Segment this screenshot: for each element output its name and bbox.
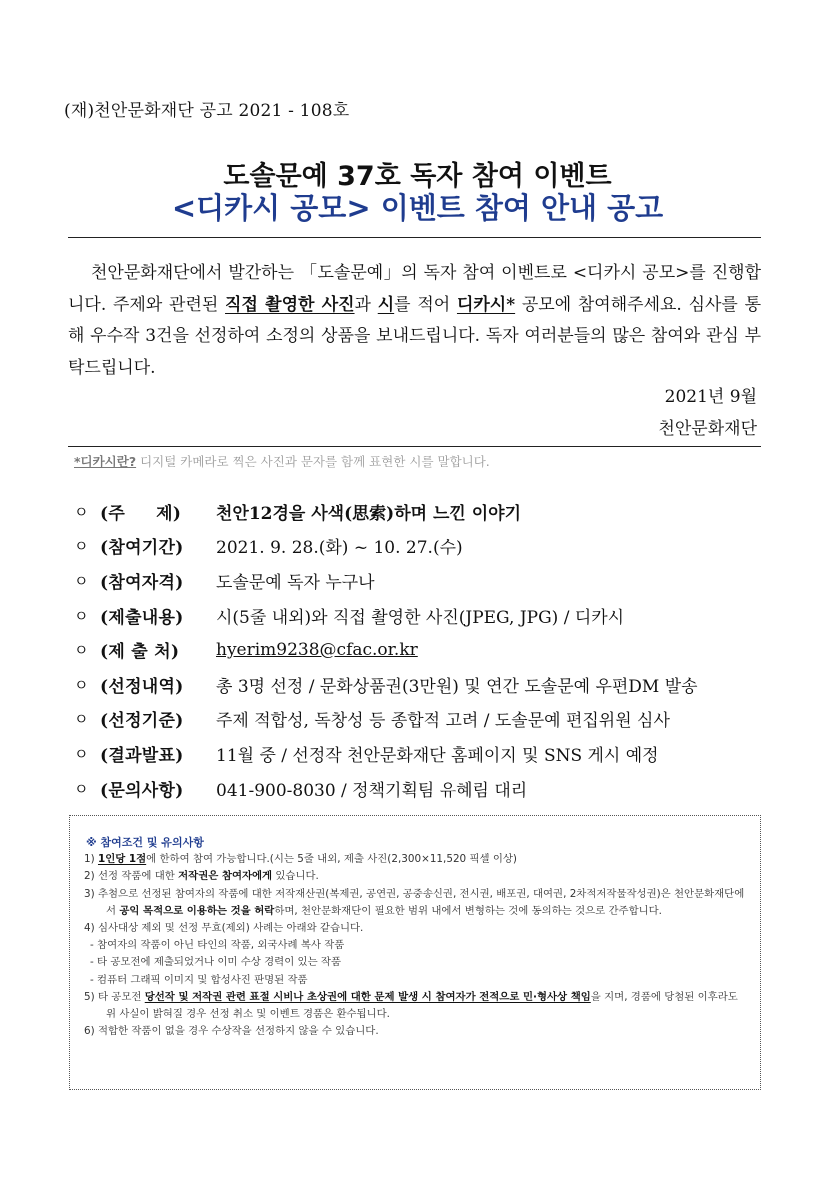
announcement-number: (재)천안문화재단 공고 2021 - 108호: [64, 101, 350, 121]
footnote: [74, 452, 490, 470]
item-label: (참여기간): [100, 538, 184, 559]
item-label: (결과발표): [100, 745, 184, 766]
item-label: (선정기준): [100, 711, 184, 732]
document-subtitle: <디카시 공모> 이벤트 참여 안내 공고: [171, 191, 664, 225]
item-value: 천안12경을 사색(思索)하며 느낀 이야기: [216, 503, 521, 524]
item-value: 041-900-8030 / 정책기획팀 유혜림 대리: [216, 780, 528, 801]
bullet-icon: ㅇ: [74, 537, 89, 556]
conditions-box: [69, 815, 761, 1090]
divider-middle: [68, 446, 761, 447]
condition-5: 5) 타 공모전 당선작 및 저작권 관련 표절 시비나 초상권에 대한 문제 발생 시 참여자가 전적으로 민·형사상 책임을 지며, 경품에 당첨된 이후라도 위 사실이 밝혀질 경우 선정 취소 및 이벤트 경품은 환수됩니다.: [84, 990, 738, 1021]
footnote-key: *디카시란?: [74, 454, 137, 469]
bullet-icon: ㅇ: [74, 641, 89, 660]
issuer-org: 천안문화재단: [658, 419, 757, 439]
footnote-text: 디지털 카메라로 찍은 사진과 문자를 함께 표현한 시를 말합니다.: [136, 454, 490, 469]
list-item-submit-to: [74, 632, 774, 667]
item-value: 총 3명 선정 / 문화상품권(3만원) 및 연간 도솔문예 우편DM 발송: [216, 676, 698, 697]
item-label: (제출내용): [100, 607, 184, 628]
condition-4-1: - 참여자의 작품이 아닌 타인의 작품, 외국사례 복사 작품: [90, 939, 345, 952]
emphasis-poem: 시: [377, 294, 395, 315]
emphasis-photo: 직접 촬영한 사진: [225, 294, 355, 315]
item-value: 2021. 9. 28.(화) ~ 10. 27.(수): [216, 538, 463, 559]
list-item-theme: [74, 494, 774, 529]
bullet-icon: ㅇ: [74, 744, 89, 763]
list-item-prizes: [74, 667, 774, 702]
item-label: (참여자격): [100, 572, 184, 593]
detail-list: [74, 494, 774, 805]
list-item-eligibility: [74, 563, 774, 598]
bullet-icon: ㅇ: [74, 779, 89, 798]
conditions-title: ※ 참여조건 및 유의사항: [86, 836, 204, 849]
bullet-icon: ㅇ: [74, 710, 89, 729]
item-value: 시(5줄 내외)와 직접 촬영한 사진(JPEG, JPG) / 디카시: [216, 607, 625, 628]
email-link[interactable]: hyerim9238@cfac.or.kr: [216, 639, 418, 660]
condition-2: 2) 선정 작품에 대한 저작권은 참여자에게 있습니다.: [84, 870, 319, 883]
list-item-submission: [74, 598, 774, 633]
intro-paragraph: 천안문화재단에서 발간하는 「도솔문예」의 독자 참여 이벤트로 <디카시 공모>를 진행합니다. 주제와 관련된 직접 촬영한 사진과 시를 적어 디카시* 공모에 참여해주세요. 심사를 통해 우수작 3건을 선정하여 소정의 상품을 보내드립니다. 독자 여러분들의 많은 참여와 관심 부탁드립니다.: [68, 263, 762, 378]
bullet-icon: ㅇ: [74, 571, 89, 590]
item-label: (선정내역): [100, 676, 184, 697]
condition-3: 3) 추첨으로 선정된 참여자의 작품에 대한 저작재산권(복제권, 공연권, 공중송신권, 전시권, 배포권, 대여권, 2차적저작물작성권)은 천안문화재단에서 공익 목적으로 이용하는 것을 허락하며, 천안문화재단이 필요한 범위 내에서 변형하는 것에 동의하는 것으로 간주합니다.: [84, 887, 745, 917]
item-label: (제 출 처): [100, 642, 180, 663]
condition-4-2: - 타 공모전에 제출되었거나 이미 수상 경력이 있는 작품: [90, 956, 341, 969]
document-title: 도솔문예 37호 독자 참여 이벤트: [223, 161, 612, 192]
bullet-icon: ㅇ: [74, 675, 89, 694]
bullet-icon: ㅇ: [74, 502, 89, 521]
item-value: 도솔문예 독자 누구나: [216, 572, 375, 593]
condition-4-3: - 컴퓨터 그래픽 이미지 및 합성사진 판명된 작품: [90, 973, 308, 986]
emphasis-dicasi: 디카시*: [456, 294, 516, 315]
list-item-criteria: [74, 702, 774, 737]
list-item-inquiry: [74, 771, 774, 806]
list-item-period: [74, 529, 774, 564]
condition-6: 6) 적합한 작품이 없을 경우 수상작을 선정하지 않을 수 있습니다.: [84, 1025, 379, 1038]
item-value: 11월 중 / 선정작 천안문화재단 홈페이지 및 SNS 게시 예정: [216, 745, 659, 766]
item-label: (주 제): [100, 503, 182, 524]
divider-top: [68, 237, 761, 238]
item-label: (문의사항): [100, 780, 184, 801]
bullet-icon: ㅇ: [74, 606, 89, 625]
issue-date: 2021년 9월: [664, 387, 757, 407]
condition-1: 1) 1인당 1점에 한하여 참여 가능합니다.(시는 5줄 내외, 제출 사진(2,300×11,520 픽셀 이상): [84, 853, 517, 866]
list-item-results: [74, 736, 774, 771]
item-value: 주제 적합성, 독창성 등 종합적 고려 / 도솔문예 편집위원 심사: [216, 711, 670, 732]
condition-4: 4) 심사대상 제외 및 선정 무효(제외) 사례는 아래와 같습니다.: [84, 922, 364, 935]
